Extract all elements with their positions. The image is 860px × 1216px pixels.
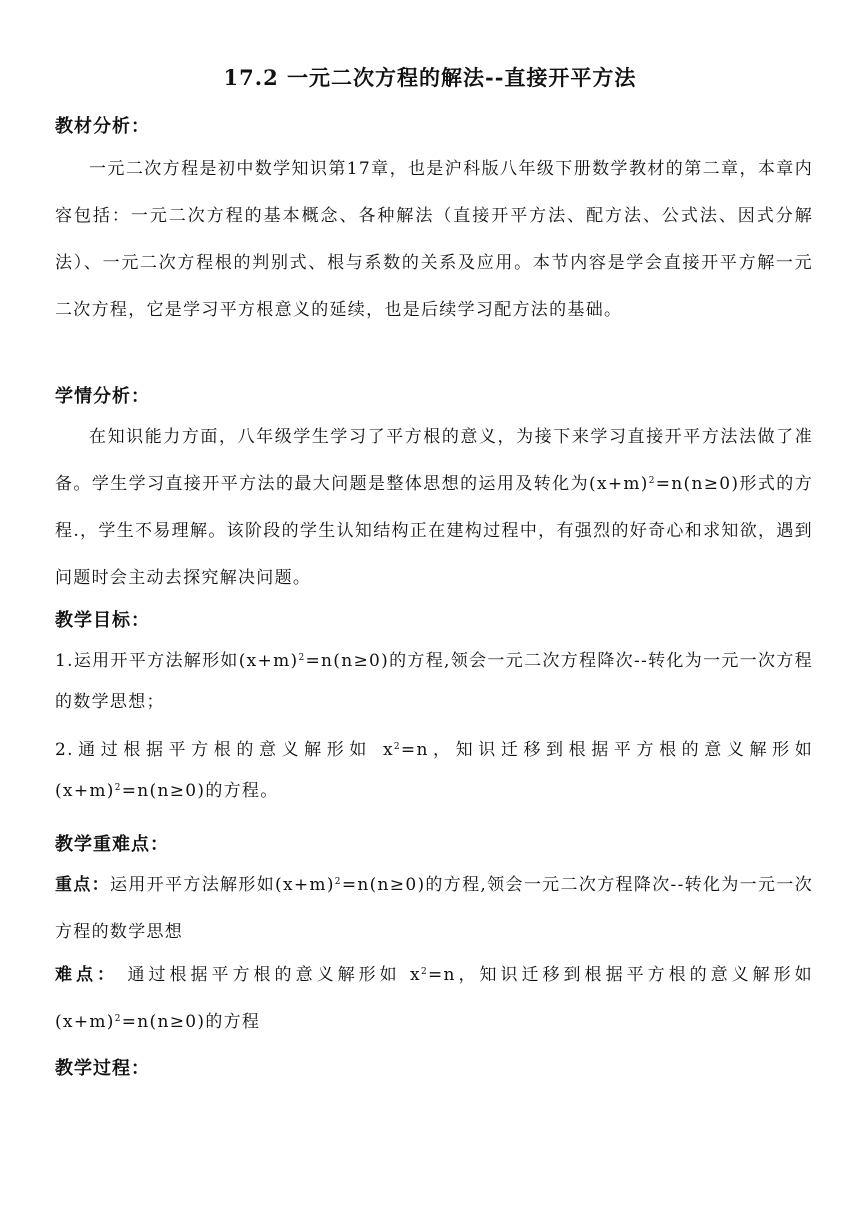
goal-item-2: 2.通过根据平方根的意义解形如 $x^2=n$，知识迁移到根据平方根的意义解形如$(x+m)^2=n(n\ge 0)$的方程。 (55, 740, 813, 801)
paragraph-key-point: 重点：运用开平方法解形如$(x+m)^2=n(n\ge 0)$的方程,领会一元二次方程降次--转化为一元一次方程的数学思想 (55, 875, 813, 942)
heading-teaching-goals: 教学目标： (55, 610, 150, 631)
paragraph-difficult-point: 难点： 通过根据平方根的意义解形如 $x^2=n$，知识迁移到根据平方根的意义解形如$(x+m)^2=n(n\ge 0)$的方程 (55, 965, 813, 1032)
heading-key-difficult-points: 教学重难点： (55, 834, 169, 855)
paragraph-material-analysis: 一元二次方程是初中数学知识第17章，也是沪科版八年级下册数学教材的第二章，本章内容包括：一元二次方程的基本概念、各种解法（直接开平方法、配方法、公式法、因式分解法）、一元二次方程根的判别式、根与系数的关系及应用。本节内容是学会直接开平方解一元二次方程，它是学习平方根意义的延续，也是后续学习配方法的基础。 (55, 159, 813, 320)
heading-teaching-process: 教学过程： (55, 1058, 150, 1079)
heading-student-analysis: 学情分析： (55, 386, 150, 407)
paragraph-student-analysis: 在知识能力方面，八年级学生学习了平方根的意义，为接下来学习直接开平方法法做了准备。学生学习直接开平方法的最大问题是整体思想的运用及转化为$(x+m)^2=n(n\ge 0)$形式的方程.，学生不易理解。该阶段的学生认知结构正在建构过程中，有强烈的好奇心和求知欲，遇到问题时会主动去探究解决问题。 (55, 427, 813, 588)
heading-material-analysis: 教材分析： (55, 116, 150, 137)
goal-item-1: 1.运用开平方法解形如$(x+m)^2=n(n\ge 0)$的方程,领会一元二次方程降次--转化为一元一次方程的数学思想； (55, 651, 813, 712)
difficult-point-label: 难点： (55, 965, 119, 985)
key-point-label: 重点： (55, 875, 111, 895)
document-title: 17.2 一元二次方程的解法--直接开平方法 (223, 65, 637, 90)
